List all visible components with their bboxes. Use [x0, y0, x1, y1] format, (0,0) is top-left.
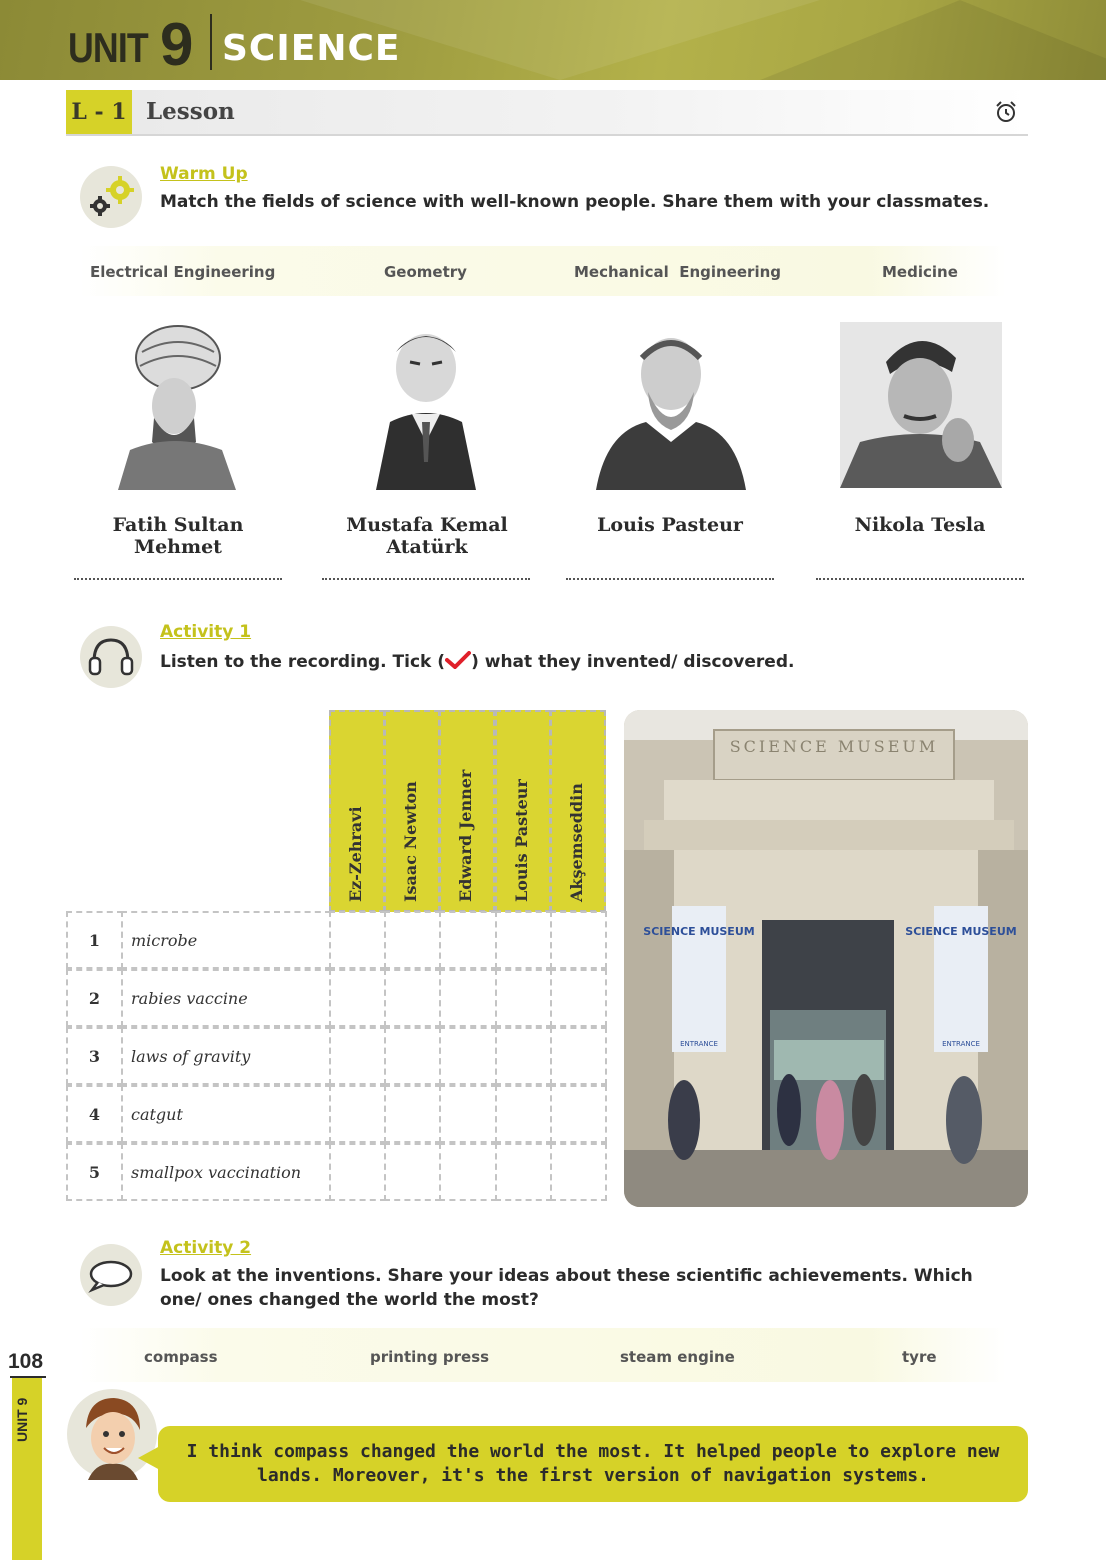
- row-number: 2: [66, 969, 123, 1027]
- portrait-image: [596, 322, 746, 490]
- answer-line[interactable]: [74, 578, 282, 580]
- speech-bubble-tail: [138, 1446, 160, 1470]
- tick-cell[interactable]: [384, 911, 441, 969]
- tick-cell[interactable]: [550, 911, 607, 969]
- tick-cell[interactable]: [550, 969, 607, 1027]
- row-number: 3: [66, 1027, 123, 1085]
- lesson-label: Lesson: [146, 98, 235, 125]
- tick-cell[interactable]: [495, 969, 552, 1027]
- portrait-image: [356, 322, 496, 490]
- person-name: Louis Pasteur: [597, 514, 743, 536]
- tick-cell[interactable]: [495, 1085, 552, 1143]
- tick-cell[interactable]: [384, 1085, 441, 1143]
- row-item: catgut: [121, 1085, 331, 1143]
- tick-cell[interactable]: [329, 1085, 386, 1143]
- tick-cell[interactable]: [439, 911, 497, 969]
- warm-up-instruction: Match the fields of science with well-known people. Share them with your classmates.: [160, 192, 990, 212]
- scientist-column-header: [495, 710, 551, 912]
- instruction-part: ) what they invented/ discovered.: [471, 652, 795, 672]
- activity1-title: Activity 1: [160, 622, 252, 642]
- entrance-label: ENTRANCE: [942, 1040, 980, 1048]
- portrait-image: [840, 322, 1002, 488]
- activity1-instruction: [160, 650, 860, 674]
- tick-cell[interactable]: [384, 1027, 441, 1085]
- tick-cell[interactable]: [439, 1143, 497, 1201]
- table-row: [66, 970, 607, 1028]
- tick-cell[interactable]: [495, 1027, 552, 1085]
- invention-item: compass: [144, 1348, 218, 1366]
- alarm-clock-icon: [994, 100, 1018, 124]
- speech-text: I think compass changed the world the most. It helped people to explore new lands. Moreover, it's the first version of navigation systems.: [186, 1441, 1000, 1486]
- tick-cell[interactable]: [329, 969, 386, 1027]
- field-item: Electrical Engineering: [90, 263, 276, 281]
- tick-cell[interactable]: [439, 969, 497, 1027]
- scientist-name: Edward Jenner: [456, 769, 475, 902]
- invention-item: steam engine: [620, 1348, 735, 1366]
- scientist-name: Ez-Zehravi: [346, 806, 365, 902]
- lesson-tag: L - 1: [66, 90, 132, 134]
- speech-bubble-icon: [80, 1244, 142, 1306]
- scientist-name: Louis Pasteur: [512, 779, 531, 902]
- scientist-column-header: [329, 710, 385, 912]
- museum-banner-text: SCIENCE MUSEUM: [643, 925, 755, 938]
- science-museum-photo: [624, 710, 1028, 1207]
- tick-cell[interactable]: [329, 1027, 386, 1085]
- tick-cell[interactable]: [439, 1085, 497, 1143]
- tick-cell[interactable]: [439, 1027, 497, 1085]
- side-unit-label: UNIT 9: [14, 1397, 30, 1442]
- museum-sign: SCIENCE MUSEUM: [729, 737, 939, 756]
- answer-line[interactable]: [566, 578, 774, 580]
- answer-line[interactable]: [816, 578, 1024, 580]
- field-item: Mechanical Engineering: [574, 263, 781, 281]
- scientist-name: Akşemseddin: [567, 783, 586, 902]
- tick-cell[interactable]: [384, 1143, 441, 1201]
- invention-item: tyre: [902, 1348, 937, 1366]
- tick-cell[interactable]: [329, 1143, 386, 1201]
- activity2-title: Activity 2: [160, 1238, 252, 1258]
- row-item: microbe: [121, 911, 331, 969]
- tick-cell[interactable]: [550, 1143, 607, 1201]
- table-row: [66, 912, 607, 970]
- row-number: 4: [66, 1085, 123, 1143]
- table-row: [66, 1028, 607, 1086]
- headphones-icon: [80, 626, 142, 688]
- row-item: laws of gravity: [121, 1027, 331, 1085]
- gears-icon: [80, 166, 142, 228]
- unit-number: 9: [160, 11, 194, 78]
- field-item: Medicine: [882, 263, 958, 281]
- warm-up-title: Warm Up: [160, 164, 248, 184]
- tick-cell[interactable]: [495, 1143, 552, 1201]
- tick-cell[interactable]: [329, 911, 386, 969]
- person-name: Nikola Tesla: [854, 514, 986, 536]
- row-item: smallpox vaccination: [121, 1143, 331, 1201]
- scientist-column-header: [550, 710, 606, 912]
- inventions-strip: [80, 1328, 1006, 1382]
- person-name: Fatih Sultan Mehmet: [112, 514, 244, 558]
- row-number: 1: [66, 911, 123, 969]
- tick-cell[interactable]: [384, 969, 441, 1027]
- museum-banner-text: SCIENCE MUSEUM: [905, 925, 1017, 938]
- row-item: rabies vaccine: [121, 969, 331, 1027]
- row-number: 5: [66, 1143, 123, 1201]
- field-item: Geometry: [384, 263, 467, 281]
- header-decoration: [760, 0, 1106, 80]
- entrance-label: ENTRANCE: [680, 1040, 718, 1048]
- header-divider: [210, 14, 212, 70]
- invention-item: printing press: [370, 1348, 490, 1366]
- tick-cell[interactable]: [495, 911, 552, 969]
- scientist-column-header: [384, 710, 440, 912]
- page-number: 108: [8, 1350, 44, 1373]
- instruction-part: Listen to the recording. Tick (: [160, 652, 446, 672]
- person-name: Mustafa Kemal Atatürk: [346, 514, 508, 558]
- unit-title: SCIENCE: [222, 28, 401, 69]
- check-mark-icon: [445, 651, 471, 669]
- tick-cell[interactable]: [550, 1085, 607, 1143]
- table-row: [66, 1144, 607, 1202]
- tick-cell[interactable]: [550, 1027, 607, 1085]
- answer-line[interactable]: [322, 578, 530, 580]
- scientist-name: Isaac Newton: [401, 781, 420, 902]
- portrait-image: [118, 322, 236, 490]
- scientist-column-header: [439, 710, 495, 912]
- unit-word: UNIT: [68, 24, 148, 71]
- activity2-instruction: Look at the inventions. Share your ideas about these scientific achievements. Which one/ ones changed the world the most?: [160, 1266, 973, 1310]
- table-row: [66, 1086, 607, 1144]
